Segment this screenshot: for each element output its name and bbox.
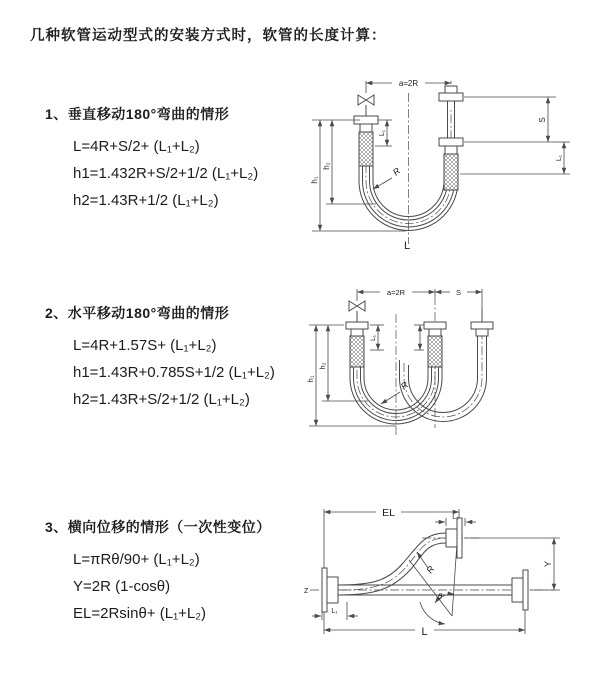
dim-el-label: EL (382, 507, 395, 519)
dim-l1-left-label: L₁ (379, 129, 386, 137)
hose-displaced-curve (338, 533, 446, 595)
dim-l1-label: L₁ (331, 608, 338, 615)
formula-l: L=4R+1.57S+ (L₁+L₂) (73, 337, 217, 354)
dim-l-label: L (421, 626, 428, 638)
hose-centerline (338, 538, 446, 590)
flange-right (471, 308, 493, 336)
dim-l2-label: L₂ (452, 514, 459, 521)
section-vertical-180 (45, 104, 320, 214)
braid-section-middle (428, 336, 442, 367)
flange-middle (424, 322, 446, 336)
braid-section-left (350, 336, 364, 367)
length-label: L (404, 240, 411, 252)
flange-left (354, 116, 378, 132)
section-horizontal-180 (45, 303, 320, 413)
formula-y: Y=2R (1-cosθ) (73, 578, 171, 595)
dim-a2r-label: a=2R (386, 288, 406, 297)
radius-label: R (424, 564, 437, 576)
formula-el: EL=2Rsinθ+ (L₁+L₂) (73, 605, 207, 622)
axis-mark-label: Z (304, 588, 309, 595)
valve-icon (349, 301, 365, 322)
radius-label: R (390, 165, 403, 178)
flange-right-lower (512, 570, 528, 610)
u-hose-displaced (400, 336, 487, 422)
dim-l1-right (460, 142, 570, 174)
braid-section-left (359, 132, 373, 166)
dim-h1-label: h₁ (306, 375, 315, 383)
section-lateral-displacement (45, 517, 320, 627)
diagram-vertical-180-bend (298, 68, 580, 260)
dim-l1-label: L₁ (370, 335, 377, 341)
formula-h1: h1=1.43R+0.785S+1/2 (L₁+L₂) (73, 364, 275, 381)
dim-l1-right-label: L₁ (556, 154, 563, 162)
dim-h2-label: h₂ (322, 162, 331, 170)
page-title: 几种软管运动型式的安装方式时，软管的长度计算： (30, 28, 387, 44)
dim-connector-middle (414, 325, 424, 350)
dim-s-label: S (538, 117, 547, 123)
formula-h1: h1=1.432R+S/2+1/2 (L₁+L₂) (73, 165, 259, 182)
dim-s-label: S (455, 288, 462, 297)
angle-theta-label: θ (437, 592, 443, 601)
dim-a2r-label: a=2R (398, 79, 419, 88)
flange-left (322, 568, 338, 612)
section-3-heading: 3、横向位移的情形（一次性变位） (45, 519, 271, 535)
diagram-horizontal-180-bend (300, 278, 582, 446)
radius-label: R (398, 379, 411, 392)
dim-h2-label: h₂ (318, 362, 327, 370)
formula-l: L=4R+S/2+ (L₁+L₂) (73, 138, 200, 155)
dim-h1-label: h₁ (310, 176, 319, 184)
angle-construction-lines (409, 543, 457, 624)
formula-h2: h2=1.43R+S/2+1/2 (L₁+L₂) (73, 391, 250, 408)
section-1-heading: 1、垂直移动180°弯曲的情形 (45, 106, 230, 122)
radius-leader (381, 392, 400, 404)
formula-h2: h2=1.43R+1/2 (L₁+L₂) (73, 192, 219, 209)
braid-section-right (444, 154, 458, 190)
diagram-lateral-displacement (302, 498, 598, 646)
radius-leader (373, 178, 392, 189)
section-2-heading: 2、水平移动180°弯曲的情形 (45, 305, 230, 321)
formula-l: L=πRθ/90+ (L₁+L₂) (73, 551, 200, 568)
valve-icon (358, 95, 374, 116)
flange-left (346, 322, 368, 336)
dim-y-label: Y (543, 560, 553, 568)
flange-right-upper (446, 518, 462, 558)
